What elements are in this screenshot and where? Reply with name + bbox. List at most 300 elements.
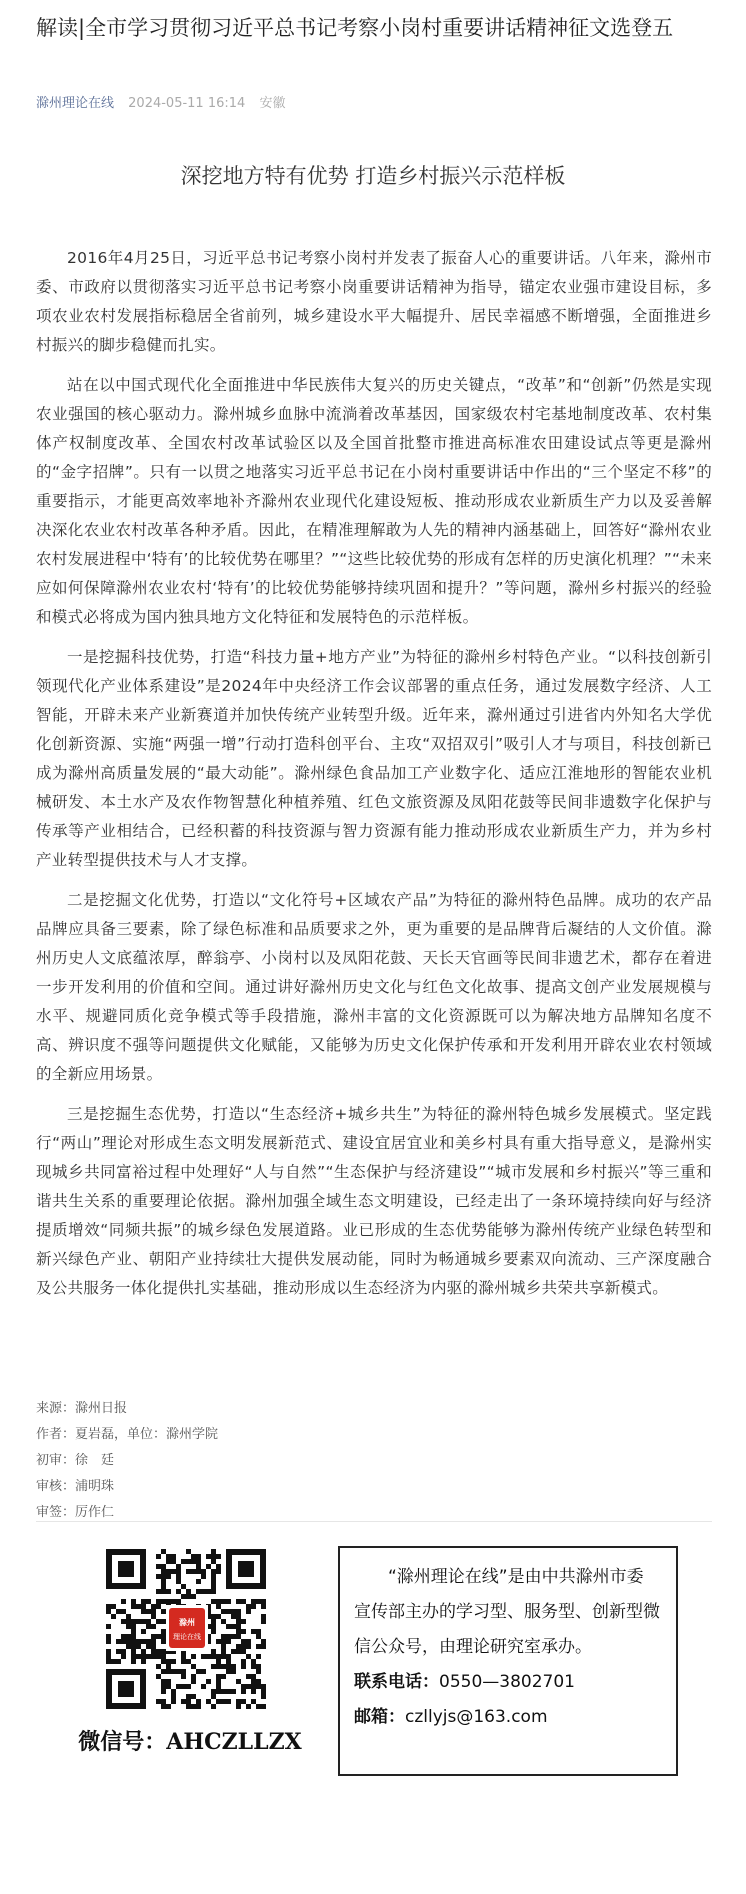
qr-module: [161, 1704, 166, 1709]
qr-module: [231, 1664, 236, 1669]
credit-author: 作者：夏岩磊，单位：滁州学院: [36, 1427, 219, 1442]
qr-module: [116, 1609, 121, 1614]
qr-module: [226, 1624, 231, 1629]
qr-module: [171, 1599, 176, 1604]
qr-module: [106, 1654, 111, 1659]
qr-module: [106, 1604, 111, 1609]
qr-module: [156, 1589, 161, 1594]
qr-module: [231, 1634, 236, 1639]
qr-module: [241, 1619, 246, 1624]
qr-module: [211, 1589, 216, 1594]
qr-module: [221, 1639, 226, 1644]
qr-module: [236, 1644, 241, 1649]
qr-module: [171, 1659, 176, 1664]
email-address[interactable]: czllyjs@163.com: [405, 1707, 548, 1727]
qr-module: [211, 1694, 216, 1699]
qr-module: [141, 1629, 146, 1634]
qr-module: [171, 1554, 176, 1559]
qr-module: [166, 1599, 171, 1604]
qr-module: [141, 1604, 146, 1609]
qr-logo-badge: [169, 1608, 205, 1648]
qr-module: [186, 1684, 191, 1689]
qr-module: [221, 1654, 226, 1659]
qr-module: [171, 1699, 176, 1704]
qr-module: [166, 1554, 171, 1559]
qr-module: [131, 1619, 136, 1624]
qr-module: [156, 1699, 161, 1704]
qr-module: [176, 1599, 181, 1604]
qr-module: [186, 1704, 191, 1709]
qr-module: [116, 1649, 121, 1654]
qr-module: [171, 1569, 176, 1574]
qr-module: [236, 1624, 241, 1629]
qr-module: [261, 1644, 266, 1649]
qr-module: [241, 1644, 246, 1649]
qr-module: [161, 1659, 166, 1664]
qr-module: [231, 1614, 236, 1619]
qr-module: [211, 1584, 216, 1589]
qr-module: [246, 1609, 251, 1614]
qr-module: [166, 1664, 171, 1669]
qr-module: [196, 1579, 201, 1584]
qr-module: [156, 1564, 161, 1569]
qr-module: [216, 1564, 221, 1569]
qr-module: [196, 1699, 201, 1704]
qr-module: [251, 1599, 256, 1604]
qr-module: [251, 1679, 256, 1684]
qr-module: [226, 1669, 231, 1674]
qr-module: [196, 1559, 201, 1564]
qr-module: [111, 1614, 116, 1619]
paragraph: 一是挖掘科技优势，打造“科技力量+地方产业”为特征的滁州乡村特色产业。“以科技创新引领现代化产业体系建设”是2024年中央经济工作会议部署的重点任务，通过发展数字经济、人工智能，开辟未来产业新赛道并加快传统产业转型升级。近年来，滁州通过引进省内外知名大学优化创新资源、实施“两强一增”行动打造科创平台、主攻“双招双引”吸引人才与项目，科技创新已成为滁州高质量发展的“最大动能”。滁州绿色食品加工产业数字化、适应江淮地形的智能农业机械研发、本土水产及农作物智慧化种植养殖、红色文旅资源及凤阳花鼓等民间非遗数字化保护与传承等产业相结合，已经积蓄的科技资源与智力资源有能力推动形成农业新质生产力，并为乡村产业转型提供技术与人才支撑。: [36, 648, 712, 869]
qr-module: [226, 1654, 231, 1659]
qr-module: [166, 1589, 171, 1594]
account-info-box: [338, 1546, 678, 1776]
qr-module: [161, 1564, 166, 1569]
qr-module: [116, 1659, 121, 1664]
qr-module: [221, 1634, 226, 1639]
qr-module: [221, 1619, 226, 1624]
qr-module: [151, 1649, 156, 1654]
qr-module: [236, 1634, 241, 1639]
qr-module: [156, 1634, 161, 1639]
qr-module: [216, 1684, 221, 1689]
qr-module: [211, 1664, 216, 1669]
qr-module: [216, 1614, 221, 1619]
qr-module: [186, 1549, 191, 1554]
qr-module: [196, 1704, 201, 1709]
article-subtitle: 深挖地方特有优势 打造乡村振兴示范样板: [180, 164, 566, 188]
account-name-link[interactable]: 滁州理论在线: [36, 96, 115, 111]
qr-module: [156, 1664, 161, 1669]
qr-module: [161, 1569, 166, 1574]
qr-module: [201, 1589, 206, 1594]
qr-module: [216, 1679, 221, 1684]
qr-module: [111, 1659, 116, 1664]
qr-module: [176, 1669, 181, 1674]
qr-module: [166, 1559, 171, 1564]
qr-module: [156, 1649, 161, 1654]
qr-module: [216, 1639, 221, 1644]
qr-module: [161, 1654, 166, 1659]
qr-module: [121, 1609, 126, 1614]
qr-module: [256, 1629, 261, 1634]
qr-module: [186, 1694, 191, 1699]
qr-module: [191, 1704, 196, 1709]
qr-module: [131, 1649, 136, 1654]
qr-module: [246, 1654, 251, 1659]
qr-module: [256, 1679, 261, 1684]
qr-module: [151, 1609, 156, 1614]
qr-module: [211, 1554, 216, 1559]
qr-module: [256, 1664, 261, 1669]
qr-module: [131, 1604, 136, 1609]
qr-module: [191, 1664, 196, 1669]
qr-module: [151, 1624, 156, 1629]
qr-module: [246, 1644, 251, 1649]
qr-module: [186, 1594, 191, 1599]
qr-module: [246, 1684, 251, 1689]
qr-module: [211, 1599, 216, 1604]
phone-label: 联系电话：: [354, 1672, 439, 1692]
qr-module: [161, 1639, 166, 1644]
qr-module: [161, 1619, 166, 1624]
qr-module: [161, 1599, 166, 1604]
qr-module: [161, 1549, 166, 1554]
publish-location: 安徽: [259, 96, 286, 111]
qr-module: [261, 1639, 266, 1644]
qr-module: [231, 1624, 236, 1629]
qr-module: [121, 1649, 126, 1654]
qr-module: [231, 1689, 236, 1694]
qr-module: [186, 1699, 191, 1704]
qr-module: [161, 1634, 166, 1639]
qr-module: [161, 1584, 166, 1589]
qr-module: [241, 1689, 246, 1694]
qr-module: [246, 1639, 251, 1644]
qr-module: [196, 1569, 201, 1574]
qr-module: [151, 1644, 156, 1649]
qr-module: [141, 1619, 146, 1624]
qr-module: [251, 1699, 256, 1704]
qr-module: [196, 1564, 201, 1569]
qr-module: [261, 1694, 266, 1699]
qr-module: [236, 1679, 241, 1684]
qr-module: [216, 1659, 221, 1664]
qr-module: [256, 1654, 261, 1659]
qr-module: [221, 1609, 226, 1614]
qr-module: [181, 1594, 186, 1599]
contact-phone-row: [354, 1665, 660, 1700]
qr-module: [121, 1639, 126, 1644]
credit-first-review: 初审：徐 廷: [36, 1453, 115, 1468]
qr-module: [211, 1654, 216, 1659]
qr-module: [201, 1569, 206, 1574]
qr-module: [191, 1654, 196, 1659]
qr-module: [236, 1704, 241, 1709]
qr-module: [206, 1554, 211, 1559]
qr-module: [161, 1609, 166, 1614]
qr-module: [146, 1639, 151, 1644]
qr-module: [156, 1599, 161, 1604]
qr-module: [166, 1569, 171, 1574]
qr-module: [171, 1669, 176, 1674]
qr-module: [106, 1649, 111, 1654]
qr-module: [231, 1669, 236, 1674]
qr-module: [211, 1629, 216, 1634]
qr-module: [181, 1669, 186, 1674]
qr-module: [211, 1689, 216, 1694]
qr-module: [181, 1559, 186, 1564]
qr-module: [251, 1674, 256, 1679]
qr-module: [191, 1559, 196, 1564]
qr-module: [211, 1579, 216, 1584]
qr-module: [226, 1599, 231, 1604]
qr-module: [221, 1644, 226, 1649]
qr-module: [251, 1659, 256, 1664]
qr-module: [181, 1674, 186, 1679]
qr-module: [211, 1704, 216, 1709]
qr-module: [166, 1659, 171, 1664]
qr-module: [156, 1619, 161, 1624]
qr-module: [141, 1599, 146, 1604]
qr-module: [201, 1684, 206, 1689]
qr-module: [226, 1609, 231, 1614]
qr-module: [136, 1619, 141, 1624]
qr-module: [241, 1599, 246, 1604]
qr-module: [126, 1614, 131, 1619]
qr-module: [236, 1629, 241, 1634]
qr-module: [221, 1699, 226, 1704]
qr-module: [106, 1609, 111, 1614]
qr-module: [231, 1649, 236, 1654]
qr-module: [256, 1704, 261, 1709]
qr-module: [241, 1629, 246, 1634]
qr-module: [121, 1619, 126, 1624]
qr-module: [216, 1689, 221, 1694]
qr-module: [211, 1624, 216, 1629]
qr-module: [261, 1604, 266, 1609]
qr-module: [131, 1629, 136, 1634]
qr-module: [226, 1639, 231, 1644]
qr-module: [191, 1694, 196, 1699]
qr-module: [181, 1684, 186, 1689]
qr-module: [241, 1664, 246, 1669]
qr-module: [126, 1619, 131, 1624]
qr-module: [236, 1699, 241, 1704]
qr-module: [161, 1589, 166, 1594]
credit-approval: 审签：厉作仁: [36, 1505, 115, 1520]
qr-module: [216, 1554, 221, 1559]
qr-module: [176, 1684, 181, 1689]
qr-module: [206, 1589, 211, 1594]
qr-module: [136, 1604, 141, 1609]
qr-module: [211, 1649, 216, 1654]
qr-module: [241, 1699, 246, 1704]
qr-module: [156, 1574, 161, 1579]
publish-time: 2024-05-11 16:14: [128, 96, 246, 111]
qr-module: [196, 1554, 201, 1559]
qr-module: [131, 1659, 136, 1664]
qr-module: [176, 1574, 181, 1579]
qr-module: [226, 1689, 231, 1694]
qr-module: [216, 1674, 221, 1679]
credit-review: 审核：浦明珠: [36, 1479, 115, 1494]
qr-logo-text-2: 理论在线: [173, 1633, 201, 1641]
qr-module: [161, 1669, 166, 1674]
qr-module: [156, 1604, 161, 1609]
qr-module: [146, 1644, 151, 1649]
qr-module: [181, 1699, 186, 1704]
qr-module: [211, 1569, 216, 1574]
qr-module: [206, 1679, 211, 1684]
qr-module: [206, 1654, 211, 1659]
qr-module: [201, 1574, 206, 1579]
qr-module: [161, 1679, 166, 1684]
qr-module: [161, 1579, 166, 1584]
qr-module: [191, 1569, 196, 1574]
qr-module: [241, 1659, 246, 1664]
email-label: 邮箱：: [354, 1707, 405, 1727]
qr-module: [251, 1604, 256, 1609]
contact-email-row: [354, 1700, 660, 1735]
qr-module: [216, 1654, 221, 1659]
qr-module: [131, 1654, 136, 1659]
qr-module: [156, 1674, 161, 1679]
article-meta: [36, 92, 285, 111]
qr-module: [261, 1704, 266, 1709]
qr-module: [256, 1644, 261, 1649]
qr-module: [161, 1684, 166, 1689]
qr-module: [106, 1659, 111, 1664]
qr-module: [256, 1669, 261, 1674]
qr-module: [246, 1604, 251, 1609]
qr-module: [146, 1609, 151, 1614]
qr-module: [191, 1554, 196, 1559]
qr-module: [136, 1639, 141, 1644]
qr-module: [131, 1624, 136, 1629]
qr-module: [151, 1654, 156, 1659]
qr-module: [186, 1659, 191, 1664]
qr-module: [121, 1654, 126, 1659]
qr-module: [196, 1669, 201, 1674]
qr-module: [186, 1559, 191, 1564]
qr-module: [176, 1564, 181, 1569]
qr-module: [161, 1629, 166, 1634]
qr-module: [226, 1664, 231, 1669]
qr-module: [161, 1649, 166, 1654]
qr-module: [166, 1704, 171, 1709]
qr-module: [241, 1649, 246, 1654]
qr-module: [236, 1609, 241, 1614]
qr-module: [261, 1689, 266, 1694]
qr-module: [206, 1699, 211, 1704]
qr-module: [256, 1684, 261, 1689]
qr-module: [106, 1639, 111, 1644]
qr-module: [261, 1599, 266, 1604]
qr-module: [211, 1619, 216, 1624]
qr-module: [211, 1614, 216, 1619]
qr-module: [221, 1599, 226, 1604]
qr-module: [251, 1684, 256, 1689]
qr-module: [131, 1634, 136, 1639]
qr-module: [201, 1654, 206, 1659]
qr-module: [236, 1599, 241, 1604]
qr-module: [216, 1599, 221, 1604]
qr-module: [146, 1619, 151, 1624]
qr-code-image[interactable]: [102, 1545, 270, 1713]
qr-module: [201, 1669, 206, 1674]
qr-module: [131, 1639, 136, 1644]
paragraph: 三是挖掘生态优势，打造以“生态经济+城乡共生”为特征的滁州特色城乡发展模式。坚定践行“两山”理论对形成生态文明发展新范式、建设宜居宜业和美乡村具有重大指导意义，是滁州实现城乡共同富裕过程中处理好“人与自然”“生态保护与经济建设”“城市发展和乡村振兴”等三重和谐共生关系的重要理论依据。滁州加强全域生态文明建设，已经走出了一条环境持续向好与经济提质增效“同频共振”的城乡绿色发展道路。业已形成的生态优势能够为滁州传统产业绿色转型和新兴绿色产业、朝阳产业持续壮大提供发展动能，同时为畅通城乡要素双向流动、三产深度融合及公共服务一体化提供扎实基础，推动形成以生态经济为内驱的滁州城乡共荣共享新模式。: [36, 1105, 712, 1297]
qr-module: [181, 1659, 186, 1664]
qr-module: [161, 1574, 166, 1579]
qr-module: [106, 1624, 111, 1629]
qr-module: [236, 1619, 241, 1624]
qr-module: [171, 1689, 176, 1694]
qr-module: [221, 1664, 226, 1669]
qr-module: [216, 1699, 221, 1704]
qr-module: [141, 1609, 146, 1614]
qr-module: [156, 1554, 161, 1559]
qr-module: [136, 1644, 141, 1649]
qr-module: [151, 1634, 156, 1639]
qr-module: [236, 1614, 241, 1619]
qr-module: [126, 1639, 131, 1644]
qr-module: [126, 1644, 131, 1649]
qr-module: [106, 1634, 111, 1639]
qr-module: [151, 1604, 156, 1609]
footer-divider: [36, 1521, 712, 1522]
qr-module: [126, 1624, 131, 1629]
qr-module: [186, 1569, 191, 1574]
qr-module: [166, 1684, 171, 1689]
qr-module: [191, 1594, 196, 1599]
qr-module: [211, 1574, 216, 1579]
qr-module: [226, 1634, 231, 1639]
qr-module: [146, 1654, 151, 1659]
qr-module: [191, 1679, 196, 1684]
qr-module: [206, 1564, 211, 1569]
qr-module: [176, 1579, 181, 1584]
qr-module: [131, 1599, 136, 1604]
qr-module: [246, 1674, 251, 1679]
wechat-id: 微信号：AHCZLLZX: [78, 1729, 302, 1755]
qr-module: [151, 1639, 156, 1644]
qr-module: [116, 1639, 121, 1644]
qr-module: [161, 1699, 166, 1704]
qr-module: [111, 1604, 116, 1609]
phone-number[interactable]: 0550—3802701: [439, 1672, 575, 1692]
qr-module: [221, 1649, 226, 1654]
qr-module: [226, 1699, 231, 1704]
qr-module: [251, 1689, 256, 1694]
qr-module: [191, 1674, 196, 1679]
qr-module: [136, 1654, 141, 1659]
qr-module: [261, 1614, 266, 1619]
qr-module: [146, 1624, 151, 1629]
qr-module: [171, 1694, 176, 1699]
qr-module: [166, 1669, 171, 1674]
qr-module: [121, 1634, 126, 1639]
qr-module: [166, 1679, 171, 1684]
qr-module: [216, 1569, 221, 1574]
qr-module: [156, 1654, 161, 1659]
qr-module: [126, 1634, 131, 1639]
qr-module: [176, 1589, 181, 1594]
qr-module: [261, 1619, 266, 1624]
qr-module: [211, 1549, 216, 1554]
